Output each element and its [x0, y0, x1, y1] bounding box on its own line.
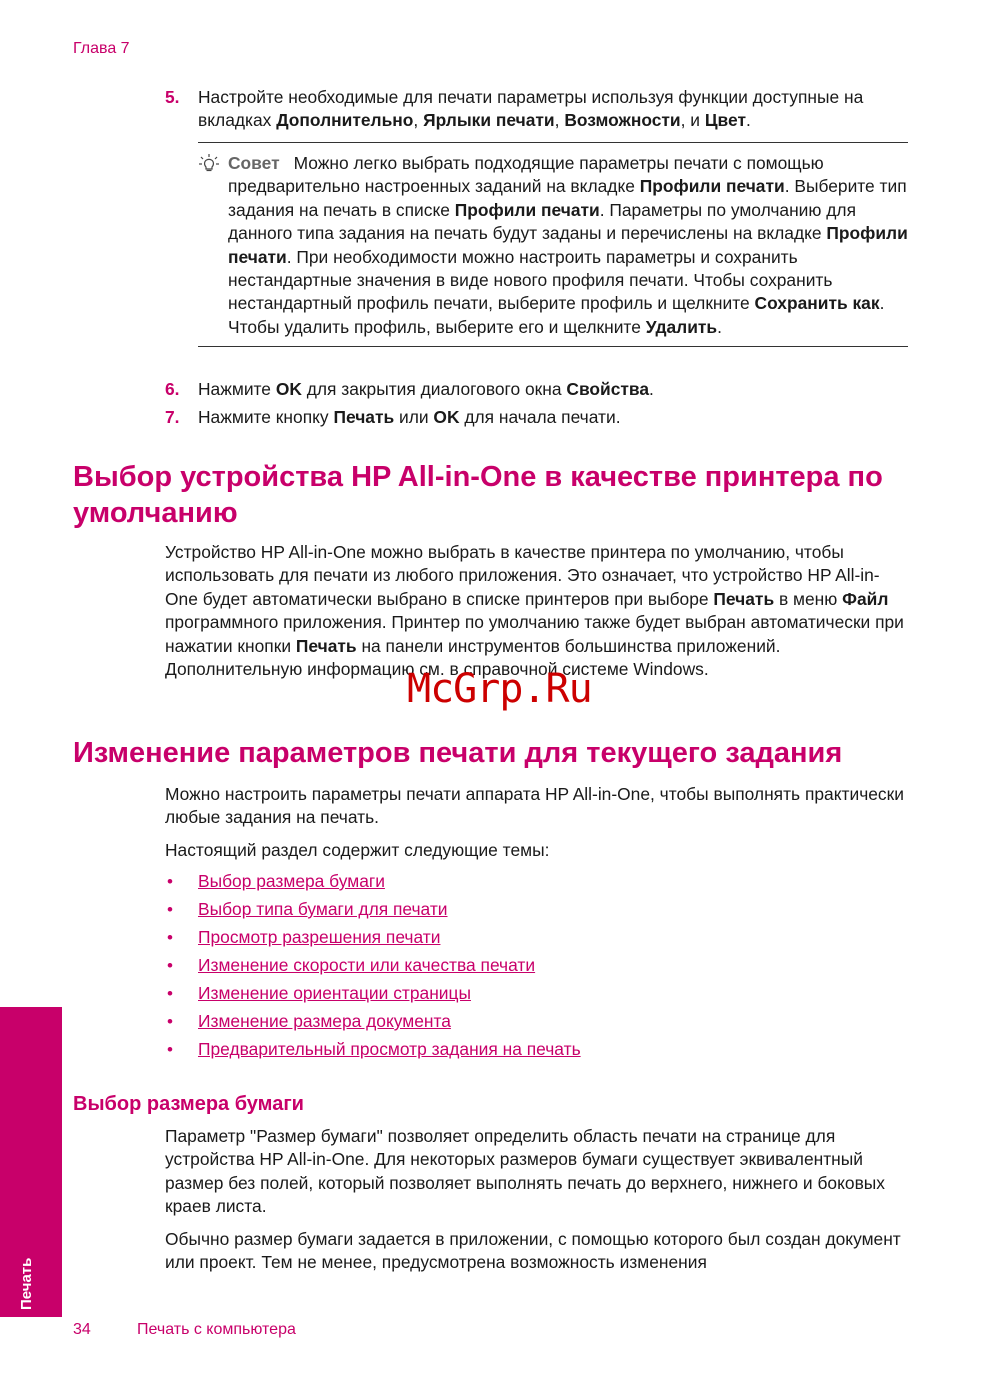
step-item-7 [165, 406, 910, 429]
step-text: Нажмите кнопку Печать или OK для начала печати. [198, 407, 621, 427]
tip-text [228, 152, 908, 339]
section-paragraph: Можно настроить параметры печати аппарата HP All-in-One, чтобы выполнять практически любые задания на печать. [165, 784, 904, 828]
bold-term: Ярлыки печати [423, 110, 555, 131]
bold-term: Печать [333, 407, 395, 427]
bullet: • [167, 872, 173, 891]
chapter-header: Глава 7 [73, 40, 130, 57]
bold-term: Цвет [704, 110, 746, 131]
bold-term: Удалить [645, 316, 718, 337]
bold-term: Файл [842, 588, 889, 609]
lightbulb-icon [198, 153, 220, 175]
step-text: Настройте необходимые для печати параметры используя функции доступные на вкладках Дополнительно, Ярлыки печати, Возможности, и Цвет. [198, 87, 864, 131]
link-page-orientation[interactable]: Изменение ориентации страницы [198, 983, 471, 1003]
step-number: 5. [165, 87, 180, 107]
side-tab-label: Печать [18, 1257, 35, 1310]
bold-term: Профили печати [454, 199, 600, 220]
bullet: • [167, 928, 173, 947]
section-paragraph: Параметр "Размер бумаги" позволяет определить область печати на странице для устройства HP All-in-One. Для некоторых размеров бумаги существует эквивалентный размер без полей, который позволяет выполнять печать до верхнего, нижнего и боковых краев листа. [165, 1126, 886, 1217]
page-number: 34 [73, 1321, 91, 1338]
bold-term: OK [275, 379, 302, 399]
link-document-size[interactable]: Изменение размера документа [198, 1011, 451, 1031]
bold-term: Возможности [564, 110, 681, 131]
link-print-speed-quality[interactable]: Изменение скорости или качества печати [198, 955, 536, 975]
section-title-change-settings: Изменение параметров печати для текущего задания [73, 737, 843, 769]
step-text: Нажмите OK для закрытия диалогового окна Свойства. [198, 379, 654, 399]
bold-term: Сохранить как [754, 293, 880, 314]
step-item-6 [165, 378, 910, 401]
bold-term: Печать [295, 635, 357, 656]
bold-term: Профили печати [639, 176, 785, 197]
step-number: 7. [165, 407, 180, 427]
section-paragraph: Устройство HP All-in-One можно выбрать в качестве принтера по умолчанию, чтобы использовать для печати из любого приложения. Это означает, что устройство HP All-in-One будет автоматически выбрано в списке принтеров при выборе Печать в меню Файл программного приложения. Принтер по умолчанию также будет выбран автоматически при нажатии кнопки Печать на панели инструментов большинства приложений. Дополнительную информацию см. в справочной системе Windows. [165, 542, 904, 680]
step-item-5 [165, 86, 910, 133]
bullet: • [167, 1040, 173, 1059]
bold-term: Профили печати [228, 223, 908, 267]
tip-label: Совет [228, 153, 280, 173]
section-paragraph: Обычно размер бумаги задается в приложении, с помощью которого был создан документ или проект. Тем не менее, предусмотрена возможность изменения [165, 1229, 901, 1273]
bullet: • [167, 900, 173, 919]
link-print-resolution[interactable]: Просмотр разрешения печати [198, 927, 441, 947]
bold-term: Свойства [566, 379, 650, 399]
link-paper-size[interactable]: Выбор размера бумаги [198, 871, 385, 891]
bold-term: OK [433, 407, 460, 427]
tip-content: Можно легко выбрать подходящие параметры печати с помощью предварительно настроенных заданий на вкладке Профили печати. Выберите тип задания на печать в списке Профили печати. Параметры по умолчанию для данного типа задания на печать будут заданы и перечислены на вкладке Профили печати. При необходимости можно настроить параметры и сохранить нестандартные значения в виде нового профиля печати. Чтобы сохранить нестандартный профиль печати, выберите профиль и щелкните Сохранить как. Чтобы удалить профиль, выберите его и щелкните Удалить. [228, 153, 908, 337]
bold-term: Печать [713, 588, 775, 609]
bullet: • [167, 1012, 173, 1031]
link-paper-type[interactable]: Выбор типа бумаги для печати [198, 899, 448, 919]
bullet: • [167, 956, 173, 975]
link-print-preview[interactable]: Предварительный просмотр задания на печать [198, 1039, 581, 1059]
tip-box [198, 142, 908, 347]
section-paragraph: Настоящий раздел содержит следующие темы: [165, 840, 550, 860]
footer-title: Печать с компьютера [137, 1321, 296, 1338]
subsection-title-paper-size: Выбор размера бумаги [73, 1093, 304, 1115]
watermark: McGrp.Ru [407, 666, 592, 712]
section-title-default-printer: Выбор устройства HP All-in-One в качестве принтера по умолчанию [73, 461, 883, 529]
bullet: • [167, 984, 173, 1003]
bold-term: Дополнительно [276, 110, 414, 131]
step-number: 6. [165, 379, 180, 399]
